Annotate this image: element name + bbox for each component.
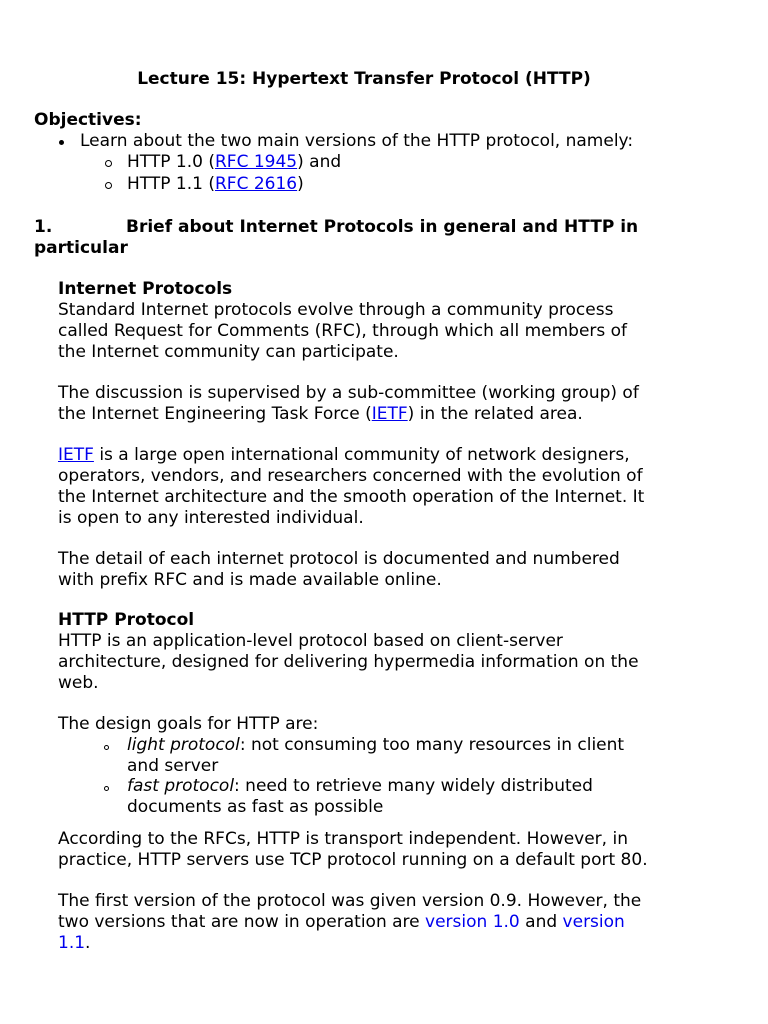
goal-2-line-2: documents as fast as possible — [127, 797, 384, 817]
goal-1-rest: : not consuming too many resources in client — [239, 735, 625, 755]
ietf-link[interactable]: IETF — [371, 404, 408, 424]
http-paragraph-3-line-3 — [58, 933, 90, 954]
ip-paragraph-2-line-2 — [58, 404, 583, 425]
objectives-heading: Objectives: — [34, 110, 142, 130]
ip-paragraph-1-line-1: Standard Internet protocols evolve through a community process — [58, 300, 614, 320]
http-paragraph-2-line-2: practice, HTTP servers use TCP protocol running on a default port 80. — [58, 850, 648, 870]
sub2-suffix: ) — [297, 174, 304, 194]
goal-1-line-1 — [127, 735, 624, 756]
p3-end: . — [85, 933, 91, 953]
p2-prefix: the Internet Engineering Task Force ( — [58, 404, 372, 424]
ip-paragraph-1-line-2: called Request for Comments (RFC), through which all members of — [58, 321, 628, 341]
ip-paragraph-3-line-1 — [58, 445, 630, 466]
ip-paragraph-3-line-4: is open to any interested individual. — [58, 508, 364, 528]
ip-paragraph-4-line-2: with prefix RFC and is made available online. — [58, 570, 442, 590]
p3-rest: is a large open international community of network designers, — [93, 445, 630, 465]
rfc-2616-link[interactable]: RFC 2616 — [214, 174, 298, 194]
ip-paragraph-1-line-3: the Internet community can participate. — [58, 342, 399, 362]
http-paragraph-1-line-1: HTTP is an application-level protocol based on client-server — [58, 631, 563, 651]
sub-bullet-circle — [105, 160, 112, 167]
http-paragraph-1-line-3: web. — [58, 673, 99, 693]
sub1-prefix: HTTP 1.0 ( — [127, 152, 215, 172]
goal-2-term: fast protocol — [127, 776, 235, 796]
ip-paragraph-2-line-1: The discussion is supervised by a sub-committee (working group) of — [58, 383, 639, 403]
goal-bullet-circle — [104, 745, 109, 750]
goal-1-line-2: and server — [127, 756, 219, 776]
ietf-link[interactable]: IETF — [58, 445, 94, 465]
http-paragraph-3-line-2 — [58, 912, 625, 933]
page-title: Lecture 15: Hypertext Transfer Protocol (HTTP) — [137, 69, 591, 89]
goal-1-term: light protocol — [127, 735, 240, 755]
section-1-heading-line1: Brief about Internet Protocols in general and HTTP in — [126, 217, 639, 237]
p3-prefix: two versions that are now in operation are — [58, 912, 426, 932]
http-paragraph-1-line-2: architecture, designed for delivering hypermedia information on the — [58, 652, 639, 672]
bullet-dot — [59, 140, 64, 145]
ip-paragraph-3-line-3: the Internet architecture and the smooth operation of the Internet. It — [58, 487, 645, 507]
ip-paragraph-3-line-2: operators, vendors, and researchers concerned with the evolution of — [58, 466, 643, 486]
objectives-sub-item-http10 — [127, 152, 341, 173]
goal-2-rest: : need to retrieve many widely distributed — [234, 776, 593, 796]
sub2-prefix: HTTP 1.1 ( — [127, 174, 215, 194]
p3-mid: and — [519, 912, 563, 932]
rfc-1945-link[interactable]: RFC 1945 — [214, 152, 298, 172]
ip-paragraph-4-line-1: The detail of each internet protocol is documented and numbered — [58, 549, 620, 569]
objectives-bullet-text: Learn about the two main versions of the HTTP protocol, namely: — [80, 131, 634, 151]
http-paragraph-3-line-1: The first version of the protocol was given version 0.9. However, the — [58, 891, 642, 911]
objectives-sub-item-http11 — [127, 174, 304, 195]
version-1-0-link[interactable]: version 1.0 — [425, 912, 520, 932]
section-1-heading-line2: particular — [34, 238, 128, 258]
http-protocol-heading: HTTP Protocol — [58, 610, 195, 630]
section-1-number: 1. — [34, 217, 53, 237]
sub-bullet-circle — [105, 182, 112, 189]
sub1-suffix: ) and — [297, 152, 342, 172]
internet-protocols-heading: Internet Protocols — [58, 279, 233, 299]
p2-suffix: ) in the related area. — [407, 404, 583, 424]
goal-bullet-circle — [104, 786, 109, 791]
goal-2-line-1 — [127, 776, 593, 797]
http-paragraph-2-line-1: According to the RFCs, HTTP is transport independent. However, in — [58, 829, 628, 849]
design-goals-intro: The design goals for HTTP are: — [58, 714, 319, 734]
version-1-1-link[interactable]: version — [562, 912, 625, 932]
version-1-1-link-continued[interactable]: 1.1 — [58, 933, 86, 953]
